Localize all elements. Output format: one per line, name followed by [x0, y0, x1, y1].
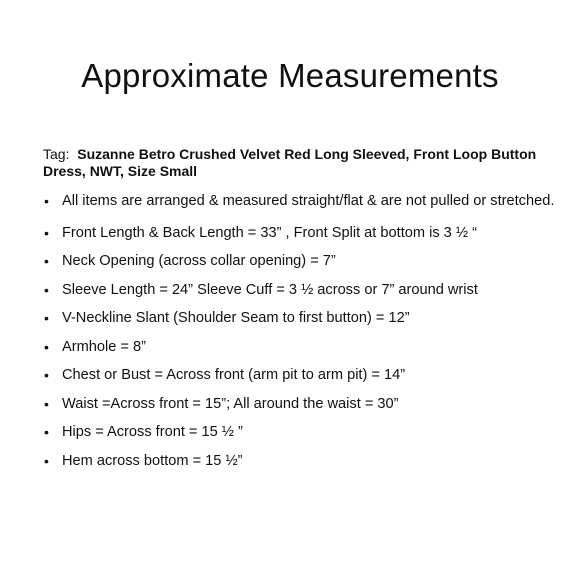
bullet-icon: • [44, 281, 49, 298]
list-item-text: All items are arranged & measured straight/flat & are not pulled or stretched. [62, 193, 555, 209]
list-item-text: Armhole = 8” [62, 338, 146, 355]
list-item [43, 453, 563, 471]
list-item [43, 367, 563, 385]
bullet-icon: • [44, 338, 49, 355]
bullet-icon: • [44, 395, 49, 412]
bullet-icon: • [44, 424, 49, 440]
list-item-text: Waist =Across front = 15”; All around the waist = 30” [62, 395, 399, 412]
list-item [43, 193, 563, 211]
list-item-text: Hips = Across front = 15 ½ ” [62, 424, 243, 440]
list-item-text: V-Neckline Slant (Shoulder Seam to first button) = 12” [62, 310, 410, 326]
list-item [43, 339, 563, 357]
bullet-icon: • [44, 452, 49, 469]
bullet-icon: • [44, 367, 49, 383]
tag-value: Suzanne Betro Crushed Velvet Red Long Sleeved, Front Loop Button Dress, NWT, Size Small [43, 146, 537, 179]
bullet-icon: • [44, 253, 49, 269]
list-item [43, 282, 563, 300]
list-item [43, 310, 563, 328]
list-item-text: Sleeve Length = 24” Sleeve Cuff = 3 ½ across or 7” around wrist [62, 281, 478, 298]
list-item-text: Chest or Bust = Across front (arm pit to arm pit) = 14” [62, 367, 406, 383]
bullet-icon: • [44, 310, 49, 326]
list-item [43, 225, 563, 243]
measurements-list [43, 193, 563, 481]
list-item-text: Neck Opening (across collar opening) = 7” [62, 253, 336, 269]
list-item-text: Hem across bottom = 15 ½” [62, 452, 243, 469]
list-item [43, 396, 563, 414]
list-item [43, 253, 563, 271]
bullet-icon: • [44, 193, 49, 209]
bullet-icon: • [44, 224, 49, 241]
tag-line [43, 146, 563, 180]
list-item-text: Front Length & Back Length = 33” , Front Split at bottom is 3 ½ “ [62, 224, 477, 241]
tag-label: Tag: [43, 146, 70, 162]
page-title: Approximate Measurements [81, 57, 499, 94]
list-item [43, 424, 563, 442]
